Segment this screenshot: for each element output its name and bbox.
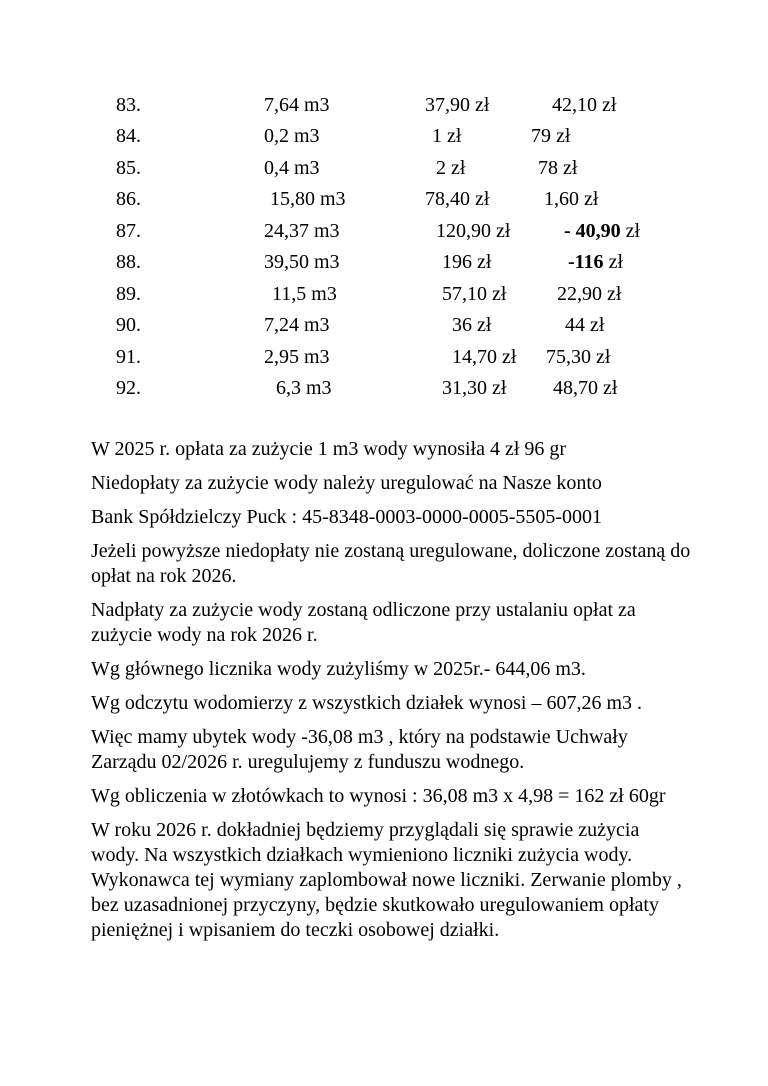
row-number: 90. [116,314,141,336]
row-number: 85. [116,157,141,179]
note-2026-monitoring: W roku 2026 r. dokładniej będziemy przyglądali się sprawie zużycia wody. Na wszystkich działkach wymieniono liczniki zużycia wody. Wykonawca tej wymiany zaplombował nowe liczniki. Zerwanie plomby , bez uzasadnionej przyczyny, będzie skutkowało uregulowaniem opłaty pieniężnej i wpisaniem do teczki osobowej działki. [91,819,682,941]
row-difference: 75,30 zł [546,346,611,368]
row-amount: 37,90 zł [425,94,490,116]
row-amount: 2 zł [436,157,466,179]
row-m3: 15,80 m3 [270,188,346,210]
row-m3: 7,24 m3 [264,314,330,336]
row-number: 89. [116,283,141,305]
row-difference: 22,90 zł [557,283,622,305]
table-row [0,123,768,149]
row-amount: 57,10 zł [442,283,507,305]
row-difference: 44 zł [565,314,605,336]
row-difference: 48,70 zł [553,377,618,399]
row-difference: 79 zł [531,125,571,147]
row-amount: 14,70 zł [452,346,517,368]
row-m3: 2,95 m3 [264,346,330,368]
note-water-loss: Więc mamy ubytek wody -36,08 m3 , który na podstawie Uchwały Zarządu 02/2026 r. uregulujemy z funduszu wodnego. [91,726,628,773]
table-row [0,218,768,244]
row-m3: 0,4 m3 [264,157,320,179]
table-row [0,186,768,212]
table-row [0,155,768,181]
difference-unit: zł [603,251,623,273]
row-difference [564,218,640,244]
row-amount: 31,30 zł [442,377,507,399]
table-row [0,92,768,118]
row-number: 87. [116,220,141,242]
difference-value: -116 [568,251,604,273]
note-main-meter: Wg głównego licznika wody zużyliśmy w 2025r.- 644,06 m3. [91,658,586,680]
notes-section [91,437,691,952]
row-amount: 120,90 zł [436,220,511,242]
note-loss-value: Wg obliczenia w złotówkach to wynosi : 36,08 m3 x 4,98 = 162 zł 60gr [91,785,666,807]
row-number: 88. [116,251,141,273]
difference-unit: zł [620,220,641,242]
note-price: W 2025 r. opłata za zużycie 1 m3 wody wynosiła 4 zł 96 gr [91,438,567,460]
row-m3: 7,64 m3 [264,94,330,116]
note-bank-account: Bank Spółdzielczy Puck : 45-8348-0003-0000-0005-5505-0001 [91,506,603,528]
row-amount: 36 zł [452,314,492,336]
table-row [0,375,768,401]
table-row [0,281,768,307]
note-plot-meters: Wg odczytu wodomierzy z wszystkich działek wynosi – 607,26 m3 . [91,692,642,714]
row-amount: 196 zł [442,251,492,273]
row-number: 86. [116,188,141,210]
row-amount: 78,40 zł [425,188,490,210]
row-amount: 1 zł [432,125,462,147]
row-number: 84. [116,125,141,147]
row-difference: 42,10 zł [552,94,617,116]
row-m3: 6,3 m3 [276,377,332,399]
row-number: 83. [116,94,141,116]
note-payment-instruction: Niedopłaty za zużycie wody należy uregulować na Nasze konto [91,472,602,494]
table-row [0,249,768,275]
row-difference [568,249,623,275]
row-m3: 39,50 m3 [264,251,340,273]
table-row [0,344,768,370]
note-underpayment: Jeżeli powyższe niedopłaty nie zostaną uregulowane, doliczone zostaną do opłat na rok 2026. [91,540,691,587]
row-m3: 11,5 m3 [272,283,337,305]
note-overpayment: Nadpłaty za zużycie wody zostaną odliczone przy ustalaniu opłat za zużycie wody na rok 2026 r. [91,599,636,646]
row-m3: 24,37 m3 [264,220,340,242]
table-row [0,312,768,338]
row-number: 91. [116,346,141,368]
row-m3: 0,2 m3 [264,125,320,147]
row-difference: 1,60 zł [544,188,599,210]
row-number: 92. [116,377,141,399]
row-difference: 78 zł [538,157,578,179]
difference-value: - 40,90 [564,220,621,242]
